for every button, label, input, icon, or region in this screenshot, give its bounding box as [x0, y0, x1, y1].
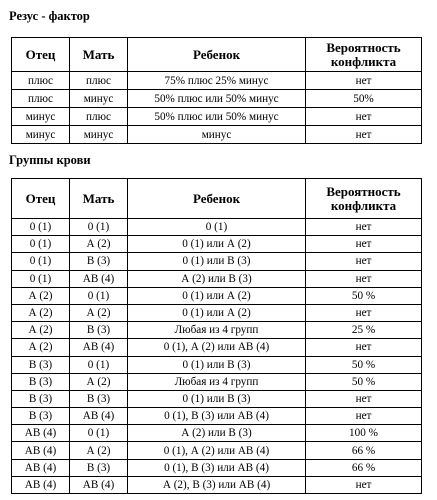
- cell-conflict-probability: 25 %: [306, 322, 422, 339]
- cell-child: 75% плюс 25% минус: [128, 72, 306, 90]
- cell-child: 0 (1), А (2) или АВ (4): [128, 442, 306, 459]
- cell-child: 0 (1) или А (2): [128, 236, 306, 253]
- cell-father: минус: [12, 126, 70, 144]
- cell-father: 0 (1): [12, 253, 70, 270]
- cell-mother: 0 (1): [70, 356, 128, 373]
- cell-conflict-probability: 66 %: [306, 442, 422, 459]
- cell-father: А (2): [12, 322, 70, 339]
- cell-child: 0 (1): [128, 219, 306, 236]
- cell-child: 50% плюс или 50% минус: [128, 108, 306, 126]
- header-conflict-probability: Вероятность конфликта: [306, 179, 422, 219]
- cell-child: А (2) или В (3): [128, 425, 306, 442]
- cell-child: 0 (1), В (3) или АВ (4): [128, 459, 306, 476]
- cell-conflict-probability: нет: [306, 219, 422, 236]
- cell-mother: плюс: [70, 108, 128, 126]
- cell-mother: АВ (4): [70, 270, 128, 287]
- cell-father: плюс: [12, 72, 70, 90]
- cell-conflict-probability: нет: [306, 339, 422, 356]
- table-row: [12, 270, 422, 287]
- blood-groups-table: [11, 178, 422, 494]
- cell-conflict-probability: 66 %: [306, 459, 422, 476]
- cell-child: минус: [128, 126, 306, 144]
- cell-conflict-probability: нет: [306, 390, 422, 407]
- header-father: Отец: [12, 38, 70, 72]
- rh-factor-table: [11, 37, 422, 144]
- table-row: [12, 108, 422, 126]
- cell-mother: 0 (1): [70, 425, 128, 442]
- cell-child: 0 (1), В (3) или АВ (4): [128, 408, 306, 425]
- header-conflict-probability: Вероятность конфликта: [306, 38, 422, 72]
- cell-father: 0 (1): [12, 236, 70, 253]
- table-header-row: [12, 38, 422, 72]
- cell-conflict-probability: нет: [306, 408, 422, 425]
- table-row: [12, 219, 422, 236]
- cell-conflict-probability: нет: [306, 126, 422, 144]
- cell-child: 0 (1) или В (3): [128, 253, 306, 270]
- cell-father: А (2): [12, 339, 70, 356]
- cell-mother: 0 (1): [70, 219, 128, 236]
- cell-mother: В (3): [70, 459, 128, 476]
- cell-father: А (2): [12, 287, 70, 304]
- table-row: [12, 425, 422, 442]
- table-header-row: [12, 179, 422, 219]
- cell-conflict-probability: 50%: [306, 90, 422, 108]
- cell-father: плюс: [12, 90, 70, 108]
- cell-father: АВ (4): [12, 425, 70, 442]
- header-child: Ребенок: [128, 38, 306, 72]
- table-row: [12, 322, 422, 339]
- cell-mother: 0 (1): [70, 287, 128, 304]
- cell-child: А (2) или В (3): [128, 270, 306, 287]
- cell-mother: минус: [70, 90, 128, 108]
- header-child: Ребенок: [128, 179, 306, 219]
- cell-father: минус: [12, 108, 70, 126]
- cell-child: 50% плюс или 50% минус: [128, 90, 306, 108]
- cell-father: В (3): [12, 390, 70, 407]
- cell-mother: АВ (4): [70, 476, 128, 493]
- cell-father: АВ (4): [12, 442, 70, 459]
- cell-father: В (3): [12, 356, 70, 373]
- table-row: [12, 236, 422, 253]
- cell-mother: В (3): [70, 390, 128, 407]
- cell-conflict-probability: нет: [306, 72, 422, 90]
- cell-father: АВ (4): [12, 476, 70, 493]
- cell-father: В (3): [12, 408, 70, 425]
- cell-conflict-probability: нет: [306, 476, 422, 493]
- cell-father: В (3): [12, 373, 70, 390]
- cell-father: 0 (1): [12, 219, 70, 236]
- table-row: [12, 287, 422, 304]
- cell-child: Любая из 4 групп: [128, 322, 306, 339]
- cell-mother: В (3): [70, 322, 128, 339]
- cell-mother: плюс: [70, 72, 128, 90]
- cell-mother: АВ (4): [70, 339, 128, 356]
- cell-conflict-probability: нет: [306, 270, 422, 287]
- table-row: [12, 253, 422, 270]
- cell-child: Любая из 4 групп: [128, 373, 306, 390]
- cell-conflict-probability: 50 %: [306, 373, 422, 390]
- table-row: [12, 459, 422, 476]
- table-row: [12, 339, 422, 356]
- table-row: [12, 304, 422, 321]
- cell-child: 0 (1) или В (3): [128, 390, 306, 407]
- cell-child: А (2), В (3) или АВ (4): [128, 476, 306, 493]
- cell-father: 0 (1): [12, 270, 70, 287]
- table-row: [12, 390, 422, 407]
- header-mother: Мать: [70, 179, 128, 219]
- cell-conflict-probability: 50 %: [306, 356, 422, 373]
- cell-child: 0 (1) или А (2): [128, 287, 306, 304]
- header-father: Отец: [12, 179, 70, 219]
- table-row: [12, 90, 422, 108]
- table-row: [12, 72, 422, 90]
- cell-mother: А (2): [70, 373, 128, 390]
- table-row: [12, 356, 422, 373]
- cell-child: 0 (1) или А (2): [128, 304, 306, 321]
- cell-conflict-probability: нет: [306, 304, 422, 321]
- cell-conflict-probability: нет: [306, 236, 422, 253]
- cell-mother: А (2): [70, 442, 128, 459]
- cell-child: 0 (1) или В (3): [128, 356, 306, 373]
- cell-conflict-probability: нет: [306, 253, 422, 270]
- cell-father: А (2): [12, 304, 70, 321]
- cell-mother: В (3): [70, 253, 128, 270]
- cell-mother: минус: [70, 126, 128, 144]
- table-row: [12, 408, 422, 425]
- cell-conflict-probability: 50 %: [306, 287, 422, 304]
- table-row: [12, 373, 422, 390]
- cell-father: АВ (4): [12, 459, 70, 476]
- table-row: [12, 476, 422, 493]
- cell-mother: А (2): [70, 236, 128, 253]
- cell-mother: А (2): [70, 304, 128, 321]
- cell-mother: АВ (4): [70, 408, 128, 425]
- cell-conflict-probability: нет: [306, 108, 422, 126]
- cell-conflict-probability: 100 %: [306, 425, 422, 442]
- cell-child: 0 (1), А (2) или АВ (4): [128, 339, 306, 356]
- header-mother: Мать: [70, 38, 128, 72]
- table-row: [12, 126, 422, 144]
- blood-groups-heading: Группы крови: [9, 153, 91, 167]
- rh-factor-heading: Резус - фактор: [9, 9, 90, 23]
- table-row: [12, 442, 422, 459]
